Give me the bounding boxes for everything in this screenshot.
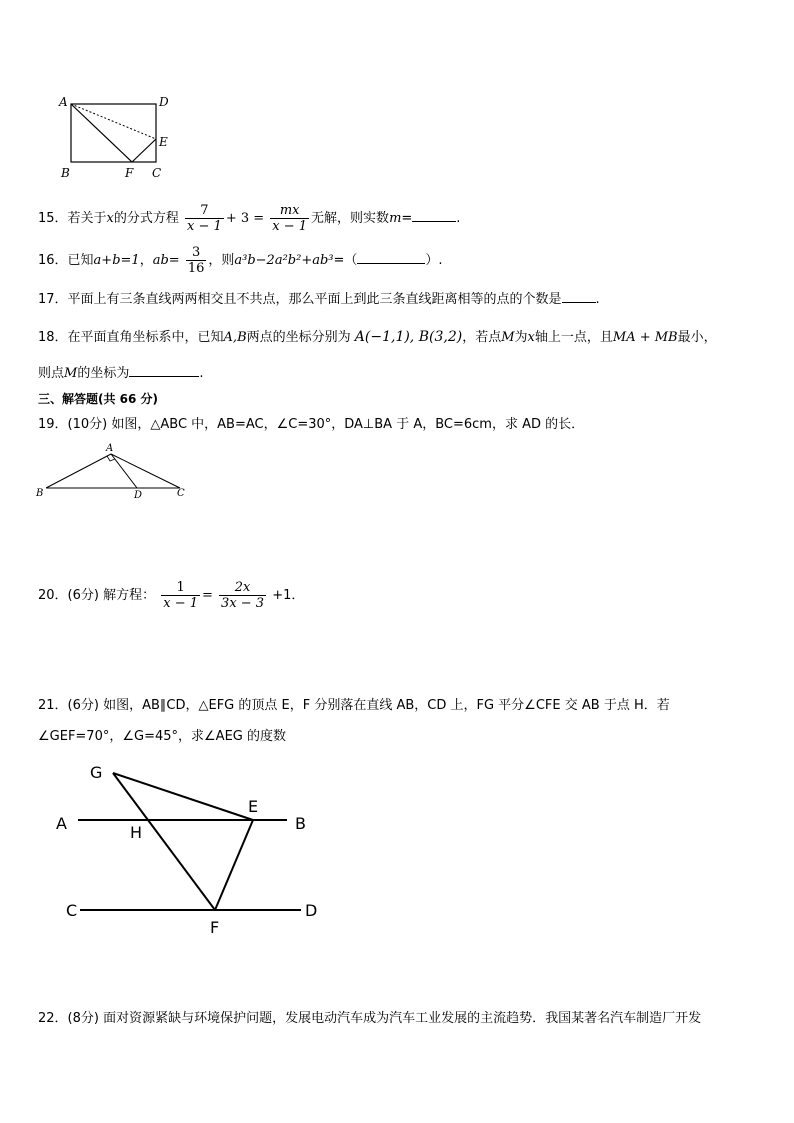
q18-line2-mid: 的坐标为 xyxy=(77,366,130,381)
q17-text: 17．平面上有三条直线两两相交且不共点，那么平面上到此三条直线距离相等的点的个数是 xyxy=(38,292,562,307)
q15-frac1-num: 7 xyxy=(185,203,224,219)
q15-fraction-2 xyxy=(270,203,309,234)
label-b: B xyxy=(295,814,306,833)
q15-frac2-den: x − 1 xyxy=(272,219,308,234)
q18-mid3: 为 xyxy=(514,330,528,345)
q17-answer-blank[interactable] xyxy=(562,290,596,303)
question-18-line-1 xyxy=(38,328,717,347)
q18-end1: 最小， xyxy=(677,330,717,345)
q18-ab: A,B xyxy=(223,330,247,345)
q17-end: . xyxy=(595,292,600,307)
question-19: 19．(10分) 如图，△ABC 中，AB=AC，∠C=30°，DA⊥BA 于 A，BC=6cm，求 AD 的长． xyxy=(38,417,585,432)
q16-frac-num: 3 xyxy=(186,245,207,261)
q20-eq: = xyxy=(202,588,213,603)
label-g: G xyxy=(90,763,103,782)
q18-answer-blank[interactable] xyxy=(129,364,199,377)
q20-frac1-num: 1 xyxy=(161,580,200,596)
label-f: F xyxy=(210,918,220,937)
q15-eq: = xyxy=(401,211,413,226)
q18-m: M xyxy=(501,330,515,345)
q15-answer-blank[interactable] xyxy=(412,209,456,222)
q18-mid4: 轴上一点，且 xyxy=(534,330,613,345)
label-h: H xyxy=(130,823,143,842)
segment-af xyxy=(71,104,132,162)
q18-m2: M xyxy=(64,366,78,381)
q15-var-x: x xyxy=(106,211,114,226)
q15-frac1-den: x − 1 xyxy=(187,219,222,234)
label-f: F xyxy=(125,166,134,180)
label-d: D xyxy=(134,490,143,501)
q15-mid: 的分式方程 xyxy=(113,211,179,226)
q20-fraction-2 xyxy=(219,580,266,611)
q15-prefix: 15．若关于 xyxy=(38,211,107,226)
q18-x: x xyxy=(527,330,535,345)
segment-ae-dotted xyxy=(71,104,156,139)
segment-gf xyxy=(113,773,215,910)
q18-line2-prefix: 则点 xyxy=(38,366,65,381)
q20-prefix: 20．(6分) 解方程： xyxy=(38,588,156,603)
q16-mid: ，则 xyxy=(208,253,235,268)
q20-fraction-1 xyxy=(161,580,200,611)
q16-cond1: a+b=1 xyxy=(93,253,140,268)
section-3-title: 三、解答题(共 66 分) xyxy=(38,392,159,406)
q15-fraction-1 xyxy=(185,203,224,234)
q15-plus3: + 3 = xyxy=(225,211,265,226)
q15-var-m: m xyxy=(389,211,402,226)
triangle-abc-figure xyxy=(34,440,194,502)
q16-frac-den: 16 xyxy=(187,261,205,276)
label-a: A xyxy=(106,443,114,454)
q18-end2: . xyxy=(199,366,204,381)
label-d: D xyxy=(305,901,318,920)
rectangle-abcd xyxy=(71,104,156,162)
label-d: D xyxy=(159,95,169,109)
q15-frac2-num: mx xyxy=(270,203,309,219)
q15-end: . xyxy=(456,211,461,226)
label-b: B xyxy=(61,166,70,180)
parallel-lines-figure xyxy=(50,758,340,943)
segment-fe xyxy=(132,139,156,162)
question-22: 22．(8分) 面对资源紧缺与环境保护问题，发展电动汽车成为汽车工业发展的主流趋势．我国某著名汽车制造厂开发 xyxy=(38,1011,702,1026)
q16-cond2: ab= xyxy=(152,253,180,268)
q18-coords: A(−1,1), B(3,2) xyxy=(354,329,463,345)
q16-expr: a³b−2a²b²+ab³ xyxy=(234,253,334,268)
label-b: B xyxy=(36,488,44,499)
q18-sum: MA + MB xyxy=(612,330,678,345)
rectangle-figure xyxy=(55,90,180,182)
q15-suffix: 无解，则实数 xyxy=(311,211,390,226)
label-a: A xyxy=(59,95,68,109)
segment-ba xyxy=(46,454,111,488)
q16-sep: ， xyxy=(139,253,153,268)
segment-ge xyxy=(113,773,253,820)
q20-frac2-num: 2x xyxy=(219,580,266,596)
q16-end: ）. xyxy=(425,253,443,268)
label-a: A xyxy=(56,814,67,833)
question-21-line-1: 21．(6分) 如图，AB∥CD，△EFG 的顶点 E，F 分别落在直线 AB，CD 上，FG 平分∠CFE 交 AB 于点 H．若 xyxy=(38,698,670,713)
question-17 xyxy=(38,290,600,309)
question-18-line-2 xyxy=(38,364,203,383)
q20-frac1-den: x − 1 xyxy=(163,596,198,611)
q20-frac2-den: 3x − 3 xyxy=(221,596,265,611)
q18-prefix: 18．在平面直角坐标系中，已知 xyxy=(38,330,224,345)
label-c: C xyxy=(152,166,162,180)
q20-end: +1． xyxy=(272,588,305,603)
question-20 xyxy=(38,580,304,611)
right-angle-mark xyxy=(107,456,115,461)
q16-eq: =（ xyxy=(333,253,358,268)
q18-mid1: 两点的坐标分别为 xyxy=(246,330,351,345)
label-c: C xyxy=(177,488,185,499)
q18-mid2: ，若点 xyxy=(462,330,502,345)
segment-ac xyxy=(111,454,180,488)
q16-prefix: 16．已知 xyxy=(38,253,94,268)
question-21-line-2: ∠GEF=70°，∠G=45°，求∠AEG 的度数 xyxy=(38,729,286,744)
label-e: E xyxy=(248,797,259,816)
q16-answer-blank[interactable] xyxy=(357,251,425,264)
label-e: E xyxy=(159,135,168,149)
q16-fraction xyxy=(186,245,207,276)
question-16 xyxy=(38,245,443,276)
label-c: C xyxy=(66,901,78,920)
question-15 xyxy=(38,203,460,234)
segment-ef xyxy=(215,820,253,910)
